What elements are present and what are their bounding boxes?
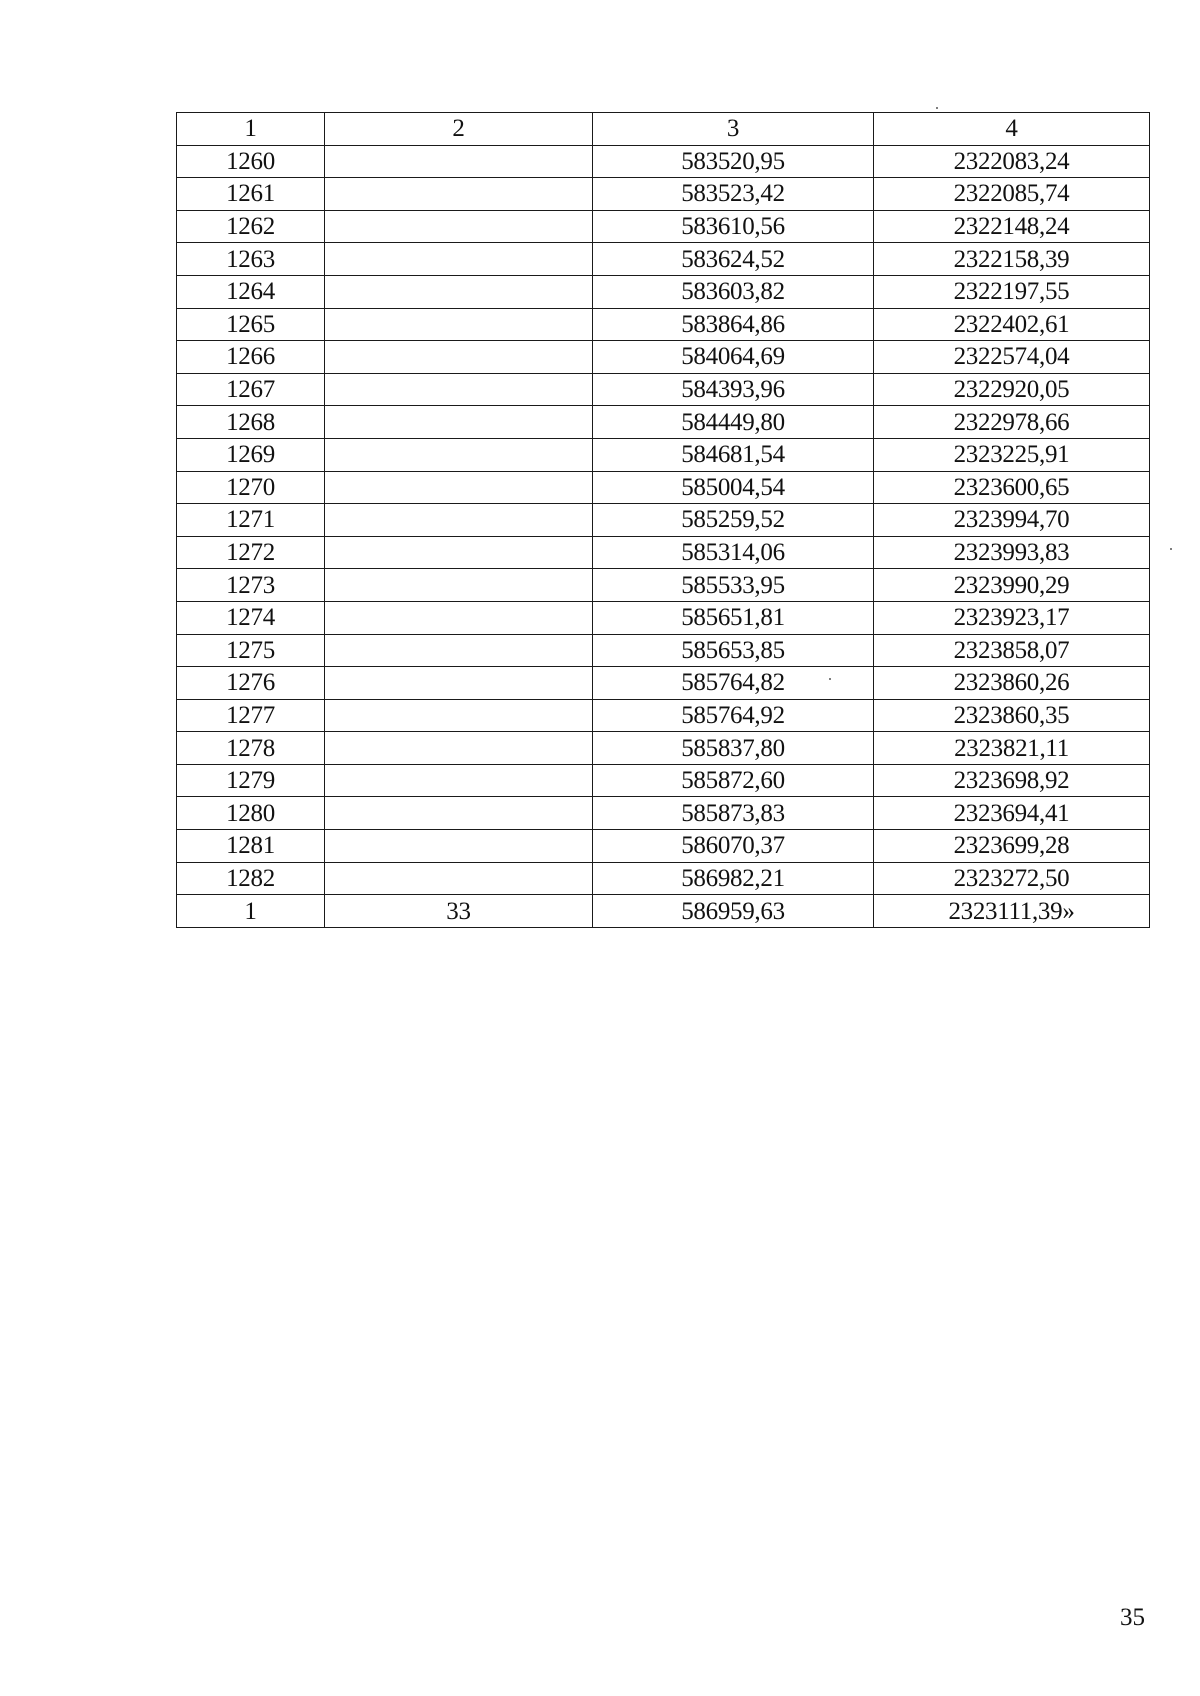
table-cell: 585533,95: [593, 569, 874, 602]
table-row: [177, 569, 1150, 602]
table-cell: 1273: [177, 569, 325, 602]
table-cell: 1275: [177, 634, 325, 667]
table-row: [177, 764, 1150, 797]
table-cell: 1266: [177, 341, 325, 374]
table-cell: 2323225,91: [874, 438, 1150, 471]
table-cell: 1279: [177, 764, 325, 797]
header-cell: 2: [325, 113, 593, 146]
table-body: [177, 113, 1150, 928]
table-cell: 33: [325, 895, 593, 928]
table-cell: 2323600,65: [874, 471, 1150, 504]
table-cell: 585764,92: [593, 699, 874, 732]
table-cell: 584681,54: [593, 438, 874, 471]
table-cell: [325, 569, 593, 602]
table-cell: 2323990,29: [874, 569, 1150, 602]
table-cell: 586959,63: [593, 895, 874, 928]
table-cell: 585259,52: [593, 504, 874, 537]
page-number: 35: [1120, 1604, 1145, 1631]
header-cell: 4: [874, 113, 1150, 146]
table-cell: 2322920,05: [874, 373, 1150, 406]
table-cell: 1270: [177, 471, 325, 504]
header-cell: 1: [177, 113, 325, 146]
table-cell: 583603,82: [593, 275, 874, 308]
table-cell: 1274: [177, 601, 325, 634]
table-header-row: [177, 113, 1150, 146]
table-cell: [325, 308, 593, 341]
table-row: [177, 210, 1150, 243]
table-cell: 583520,95: [593, 145, 874, 178]
table-cell: 585004,54: [593, 471, 874, 504]
table-cell: 2323111,39»: [874, 895, 1150, 928]
table-cell: [325, 145, 593, 178]
table-cell: 585653,85: [593, 634, 874, 667]
table-row: [177, 504, 1150, 537]
scan-speck: [1170, 548, 1172, 550]
table-cell: 2322574,04: [874, 341, 1150, 374]
table-cell: 1268: [177, 406, 325, 439]
table-cell: [325, 667, 593, 700]
table-cell: [325, 471, 593, 504]
coordinates-table: [176, 112, 1150, 928]
table-cell: 1281: [177, 830, 325, 863]
table-cell: 2323272,50: [874, 862, 1150, 895]
table-row: [177, 797, 1150, 830]
table-cell: [325, 275, 593, 308]
table-cell: 1265: [177, 308, 325, 341]
table-cell: [325, 732, 593, 765]
table-cell: 1278: [177, 732, 325, 765]
table-cell: 2322148,24: [874, 210, 1150, 243]
table-row: [177, 243, 1150, 276]
table-cell: [325, 178, 593, 211]
table-cell: 1282: [177, 862, 325, 895]
table-row: [177, 308, 1150, 341]
table-cell: 2323698,92: [874, 764, 1150, 797]
table-cell: [325, 210, 593, 243]
table-cell: 1272: [177, 536, 325, 569]
table-row: [177, 275, 1150, 308]
table-cell: 2323858,07: [874, 634, 1150, 667]
scan-speck: [829, 678, 831, 680]
table-row: [177, 732, 1150, 765]
table-cell: 585873,83: [593, 797, 874, 830]
table-row: [177, 667, 1150, 700]
table-cell: 1264: [177, 275, 325, 308]
table-cell: [325, 764, 593, 797]
table-cell: [325, 341, 593, 374]
table-row: [177, 341, 1150, 374]
table-cell: 586070,37: [593, 830, 874, 863]
table-row: [177, 438, 1150, 471]
table-cell: 585651,81: [593, 601, 874, 634]
table-cell: 2322978,66: [874, 406, 1150, 439]
table-row: [177, 895, 1150, 928]
table-cell: 584449,80: [593, 406, 874, 439]
table-cell: [325, 862, 593, 895]
table-cell: 584064,69: [593, 341, 874, 374]
table-cell: [325, 438, 593, 471]
table-cell: [325, 830, 593, 863]
table-cell: 2322197,55: [874, 275, 1150, 308]
table-cell: 585872,60: [593, 764, 874, 797]
table-cell: [325, 601, 593, 634]
table-cell: 1262: [177, 210, 325, 243]
table-cell: 583610,56: [593, 210, 874, 243]
table-cell: 1261: [177, 178, 325, 211]
table-cell: 1280: [177, 797, 325, 830]
table-cell: [325, 373, 593, 406]
table-cell: 2323993,83: [874, 536, 1150, 569]
table-cell: 584393,96: [593, 373, 874, 406]
table-row: [177, 178, 1150, 211]
table-cell: [325, 536, 593, 569]
table-cell: 1267: [177, 373, 325, 406]
table-cell: 2323694,41: [874, 797, 1150, 830]
table-cell: 2322085,74: [874, 178, 1150, 211]
table-cell: 2323994,70: [874, 504, 1150, 537]
table-cell: 2323860,35: [874, 699, 1150, 732]
table-cell: 1263: [177, 243, 325, 276]
table-row: [177, 830, 1150, 863]
table-cell: 2322083,24: [874, 145, 1150, 178]
table-row: [177, 406, 1150, 439]
table-cell: [325, 699, 593, 732]
table-cell: 585837,80: [593, 732, 874, 765]
table-cell: 1276: [177, 667, 325, 700]
table-row: [177, 373, 1150, 406]
table-cell: 585314,06: [593, 536, 874, 569]
table-cell: 2323860,26: [874, 667, 1150, 700]
table-cell: [325, 243, 593, 276]
table-cell: 2322402,61: [874, 308, 1150, 341]
scan-speck: [936, 107, 938, 109]
table-cell: [325, 406, 593, 439]
table-cell: 1277: [177, 699, 325, 732]
table-row: [177, 471, 1150, 504]
table-cell: [325, 504, 593, 537]
table-row: [177, 536, 1150, 569]
table-row: [177, 634, 1150, 667]
table-cell: 2323923,17: [874, 601, 1150, 634]
table-cell: [325, 797, 593, 830]
table-cell: 1271: [177, 504, 325, 537]
header-cell: 3: [593, 113, 874, 146]
table-row: [177, 145, 1150, 178]
table-cell: 1269: [177, 438, 325, 471]
table-cell: 583523,42: [593, 178, 874, 211]
table-cell: 2323699,28: [874, 830, 1150, 863]
table-cell: 1: [177, 895, 325, 928]
table-cell: 1260: [177, 145, 325, 178]
table-cell: 585764,82: [593, 667, 874, 700]
table-cell: [325, 634, 593, 667]
table-row: [177, 601, 1150, 634]
table-cell: 586982,21: [593, 862, 874, 895]
table-row: [177, 699, 1150, 732]
table-cell: 583864,86: [593, 308, 874, 341]
table-cell: 2322158,39: [874, 243, 1150, 276]
table-cell: 583624,52: [593, 243, 874, 276]
table-cell: 2323821,11: [874, 732, 1150, 765]
table-row: [177, 862, 1150, 895]
